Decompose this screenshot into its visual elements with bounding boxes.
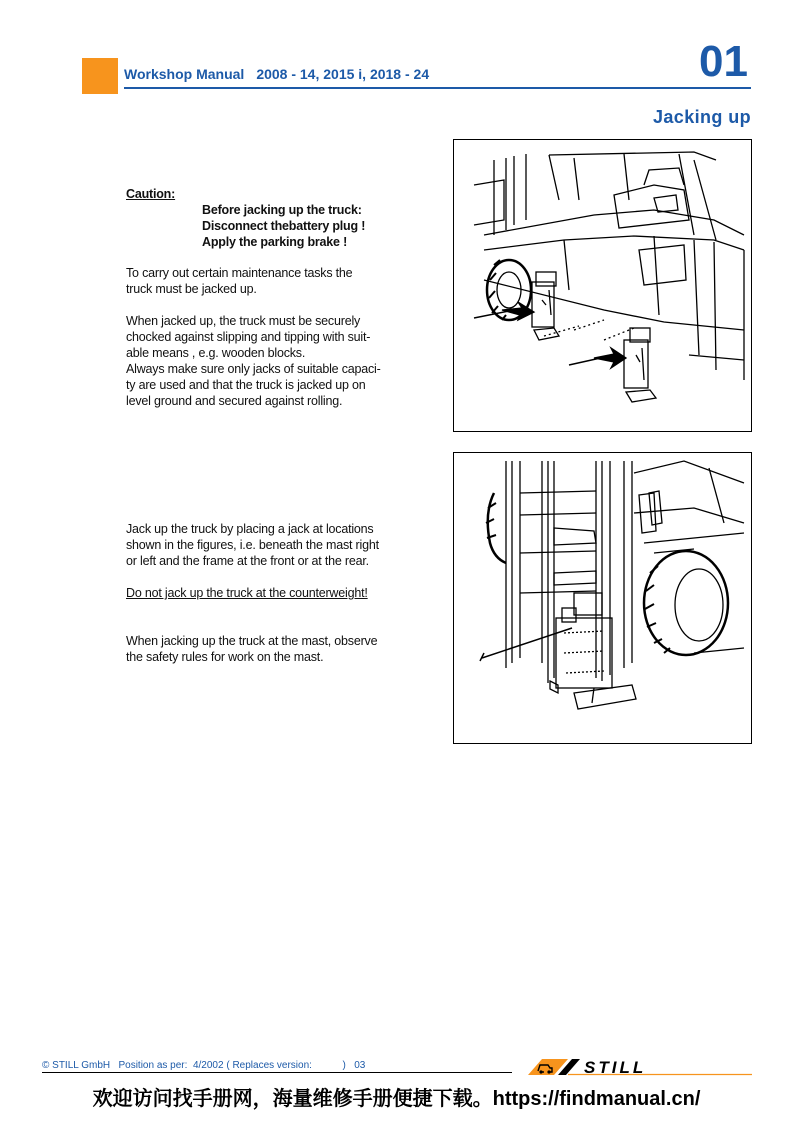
watermark-banner: 欢迎访问找手册网，海量维修手册便捷下载。https://findmanual.cn/: [92, 1088, 701, 1110]
position-label: Position as per:: [118, 1060, 188, 1071]
text-line: or left and the frame at the front or at the rear.: [126, 554, 369, 568]
copyright: © STILL GmbH: [42, 1060, 111, 1071]
section-title: Jacking up: [652, 107, 751, 127]
caution-line: Before jacking up the truck:: [202, 203, 362, 217]
text-line: Always make sure only jacks of suitable capaci-: [126, 362, 381, 376]
counterweight-warning: [126, 585, 416, 601]
text-line: level ground and secured against rolling.: [126, 394, 343, 408]
chapter-number: 01: [699, 37, 748, 86]
header-divider: [124, 87, 751, 89]
caution-line: Apply the parking brake !: [202, 235, 348, 249]
paragraph-maintenance: [126, 265, 416, 297]
mast-jack-illustration: [454, 453, 751, 743]
text-line: When jacking up the truck at the mast, observe: [126, 634, 378, 648]
caution-block: [126, 186, 416, 250]
text-line: chocked against slipping and tipping with suit-: [126, 330, 371, 344]
text-line: shown in the figures, i.e. beneath the mast right: [126, 538, 379, 552]
manual-title: Workshop Manual: [124, 66, 245, 82]
replaces-close: ): [342, 1060, 346, 1071]
caution-label: Caution:: [126, 187, 176, 201]
truck-side-jacks-illustration: [454, 140, 751, 431]
brand-name: STILL: [584, 1058, 647, 1076]
figure-jacking-frame: [453, 139, 752, 432]
paragraph-jack-locations: [126, 521, 416, 569]
model-range: 2008 - 14, 2015 i, 2018 - 24: [256, 66, 430, 82]
position-value: 4/2002: [192, 1060, 224, 1071]
paragraph-mast-safety: [126, 633, 416, 665]
header-title: [124, 66, 429, 82]
page-number: 03: [354, 1060, 366, 1071]
text-line: To carry out certain maintenance tasks the: [126, 266, 353, 280]
text-line: truck must be jacked up.: [126, 282, 257, 296]
still-logo: [528, 1058, 752, 1076]
replaces-label: ( Replaces version:: [226, 1060, 312, 1071]
caution-line: Disconnect thebattery plug !: [202, 219, 366, 233]
text-line: ty are used and that the truck is jacked up on: [126, 378, 366, 392]
text-line: When jacked up, the truck must be securely: [126, 314, 361, 328]
text-line: Jack up the truck by placing a jack at locations: [126, 522, 374, 536]
text-line: the safety rules for work on the mast.: [126, 650, 324, 664]
footer-divider: [42, 1072, 512, 1073]
paragraph-chocking: [126, 313, 416, 409]
text-line: able means , e.g. wooden blocks.: [126, 346, 306, 360]
figure-jacking-mast: [453, 452, 752, 744]
footer-text: [42, 1060, 365, 1071]
header-orange-square: [82, 58, 118, 94]
warning-text: Do not jack up the truck at the counterweight!: [126, 586, 368, 600]
